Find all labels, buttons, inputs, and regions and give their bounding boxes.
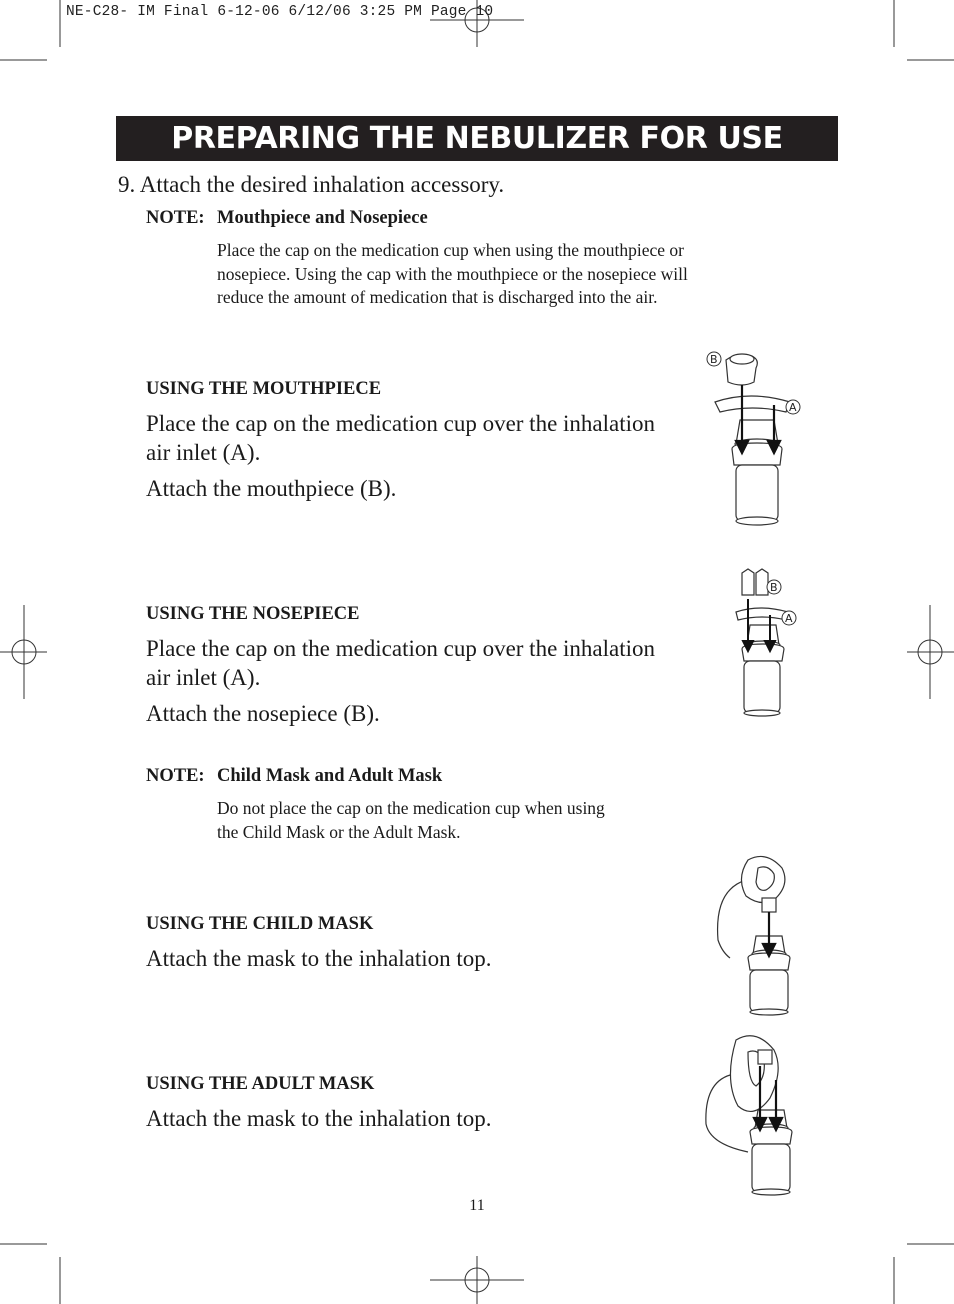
label-a: A [785, 612, 793, 625]
instruction-line: Place the cap on the medication cup over the inhalation [146, 636, 656, 661]
nosepiece-illustration [720, 565, 810, 720]
label-b: B [770, 581, 778, 594]
instruction-line: Attach the mask to the inhalation top. [146, 1106, 492, 1131]
step-9: 9. Attach the desired inhalation accessory. [118, 172, 505, 197]
note-title: Mouthpiece and Nosepiece [217, 208, 428, 228]
child-mask-instructions [146, 944, 706, 973]
instruction-line: Attach the mouthpiece (B). [146, 476, 397, 501]
section-heading-child-mask: USING THE CHILD MASK [146, 914, 374, 934]
section-heading-nosepiece: USING THE NOSEPIECE [146, 604, 360, 624]
instruction-line: air inlet (A). [146, 665, 261, 690]
label-a: A [789, 401, 797, 414]
page-number: 11 [469, 1197, 485, 1214]
note-line: Do not place the cap on the medication cup when using [217, 798, 605, 818]
mouthpiece-illustration [700, 345, 810, 530]
adult-mask-instructions [146, 1104, 706, 1133]
instruction-line: Attach the nosepiece (B). [146, 701, 380, 726]
note-body [217, 797, 737, 844]
note-label: NOTE: [146, 208, 205, 228]
nosepiece-instructions [146, 634, 706, 728]
label-b: B [710, 353, 718, 366]
note-title: Child Mask and Adult Mask [217, 766, 443, 786]
adult-mask-illustration [700, 1030, 810, 1200]
instruction-line: Place the cap on the medication cup over the inhalation [146, 411, 656, 436]
section-banner [116, 116, 838, 161]
section-heading-adult-mask: USING THE ADULT MASK [146, 1074, 375, 1094]
instruction-line: air inlet (A). [146, 440, 261, 465]
note-line: Place the cap on the medication cup when using the mouthpiece or [217, 240, 685, 260]
child-mask-illustration [708, 850, 808, 1020]
note-line: the Child Mask or the Adult Mask. [217, 821, 461, 842]
note-line: reduce the amount of medication that is discharged into the air. [217, 287, 658, 307]
section-heading-mouthpiece: USING THE MOUTHPIECE [146, 379, 382, 399]
note-body [217, 239, 797, 310]
instruction-line: Attach the mask to the inhalation top. [146, 946, 492, 971]
note-line: nosepiece. Using the cap with the mouthpiece or the nosepiece will [217, 263, 688, 284]
note-label: NOTE: [146, 766, 205, 786]
mouthpiece-instructions [146, 409, 706, 503]
print-slug: NE-C28- IM Final 6-12-06 6/12/06 3:25 PM Page 10 [66, 4, 494, 20]
page-title: PREPARING THE NEBULIZER FOR USE [171, 121, 783, 156]
